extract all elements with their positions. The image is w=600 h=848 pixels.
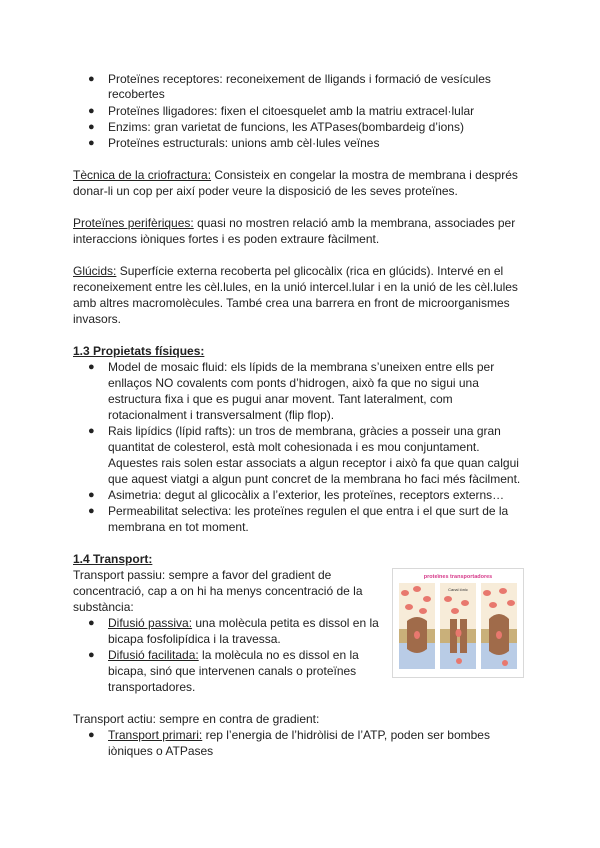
list1-item-1-line-1: Proteïnes receptores: reconeixement de lligands i formació de vesícules [108,72,491,86]
sec13-item-4-line-1: Permeabilitat selectiva: les proteïnes regulen el que entra i el que surt de la [108,504,509,518]
facil-line-2: bicapa, sinó que intervenen canals o proteïnes [108,664,357,678]
bullet-icon: ● [88,617,95,629]
bullet-icon: ● [88,505,95,517]
panel-label: Canal iònic [448,587,468,592]
crio-text: Consisteix en congelar la mostra de membrana i després [211,168,518,182]
transport-proteins-figure [392,568,524,678]
sec13-item-3: Asimetria: degut al glicocàlix a l’exterior, les proteïnes, receptors externs… [108,488,505,502]
bullet-icon: ● [88,105,95,117]
glucids-paragraph-line-4: invasors. [73,312,122,326]
perif-text: quasi no mostren relació amb la membrana, associades per [193,216,516,230]
bullet-icon: ● [88,729,95,741]
primari-line-2: iòniques o ATPases [108,744,214,758]
bullet-icon: ● [88,425,95,437]
list1-item-3: Enzims: gran varietat de funcions, les ATPases(bombardeig d’ions) [108,120,464,134]
facil-line-3: transportadores. [108,680,196,694]
perif-paragraph-line-1 [73,216,515,231]
bullet-icon: ● [88,649,95,661]
difusio-line-2: bicapa fosfolipídica i la travessa. [108,632,281,646]
primari-text: rep l’energia de l’hidròlisi de l’ATP, poden ser bombes [202,728,490,742]
sec13-item-1-line-3: estructura fixa i que es pugui anar movent. Tant lateralment, com [108,392,453,406]
glucids-term: Glúcids: [73,264,117,278]
list1-item-1-line-2: recobertes [108,87,165,101]
difusio-line-1 [108,616,379,631]
crio-paragraph-line-1 [73,168,518,183]
sec13-item-1-line-4: rotacionalment i transversalment (flip flop). [108,408,335,422]
facil-term: Difusió facilitada: [108,648,199,662]
sec13-item-2-line-2: quantitat de colesterol, està molt cohesionada i es mou conjuntament. [108,440,480,454]
list1-item-4: Proteïnes estructurals: unions amb cèl·lules veïnes [108,136,380,150]
bullet-icon: ● [88,489,95,501]
crio-term: Tècnica de la criofractura: [73,168,212,182]
sec13-item-2-line-1: Rais lipídics (lípid rafts): un tros de membrana, gràcies a posseir una gran [108,424,501,438]
glucids-text: Superfície externa recoberta pel glicocàlix (rica en glúcids). Intervé en el [116,264,504,278]
panel-1 [399,583,435,669]
bullet-icon: ● [88,137,95,149]
sec13-item-2-line-3: Aquestes rais solen estar associats a algun receptor i això fa que quan calgui [108,456,519,470]
section-1-4-heading: 1.4 Transport: [73,552,153,566]
bullet-icon: ● [88,361,95,373]
primari-term: Transport primari: [108,728,203,742]
sec13-item-1-line-1: Model de mosaic fluid: els lípids de la membrana s’uneixen entre ells per [108,360,495,374]
perif-paragraph-line-2: interaccions iòniques fortes i es poden extraure fàcilment. [73,232,380,246]
panel-2 [440,583,476,669]
list1-item-2: Proteïnes lligadores: fixen el citoesquelet amb la matriu extracel·lular [108,104,475,118]
facil-text: la molècula no es dissol en la [198,648,359,662]
glucids-paragraph-line-1 [73,264,503,279]
bullet-icon: ● [88,121,95,133]
actiu-line: Transport actiu: sempre en contra de gradient: [73,712,320,726]
glucids-paragraph-line-2: reconeixement entre les cèl.lules, en la unió intercel.lular i en la unió de les cèl.lules [73,280,518,294]
crio-paragraph-line-2: donar-li un cop per així poder veure la disposició de les seves proteïnes. [73,184,458,198]
perif-term: Proteïnes perifèriques: [73,216,194,230]
sec13-item-2-line-4: que aquest viatgi a algun punt concret de la membrana ho faci més fàcilment. [108,472,521,486]
bullet-icon: ● [88,73,95,85]
figure-title: proteïnes transportadores [423,574,493,580]
sec13-item-4-line-2: membrana en tot moment. [108,520,249,534]
panel-3 [481,583,517,669]
section-1-3-heading: 1.3 Propietats físiques: [73,344,205,358]
passiu-line-3: substància: [73,600,134,614]
difusio-text: una molècula petita es dissol en la [192,616,379,630]
passiu-line-1: Transport passiu: sempre a favor del gradient de [73,568,332,582]
sec13-item-1-line-2: enllaços NO covalents com ponts d’hidrogen, això fa que no sigui una [108,376,479,390]
glucids-paragraph-line-3: amb altres macromolècules. També crea una barrera en front de microorganismes [73,296,510,310]
transport-proteins-illustration [393,569,523,677]
primari-line-1 [108,728,490,743]
passiu-line-2: concentració, cap a on hi ha menys concentració de la [73,584,363,598]
facil-line-1 [108,648,359,663]
difusio-term: Difusió passiva: [108,616,193,630]
